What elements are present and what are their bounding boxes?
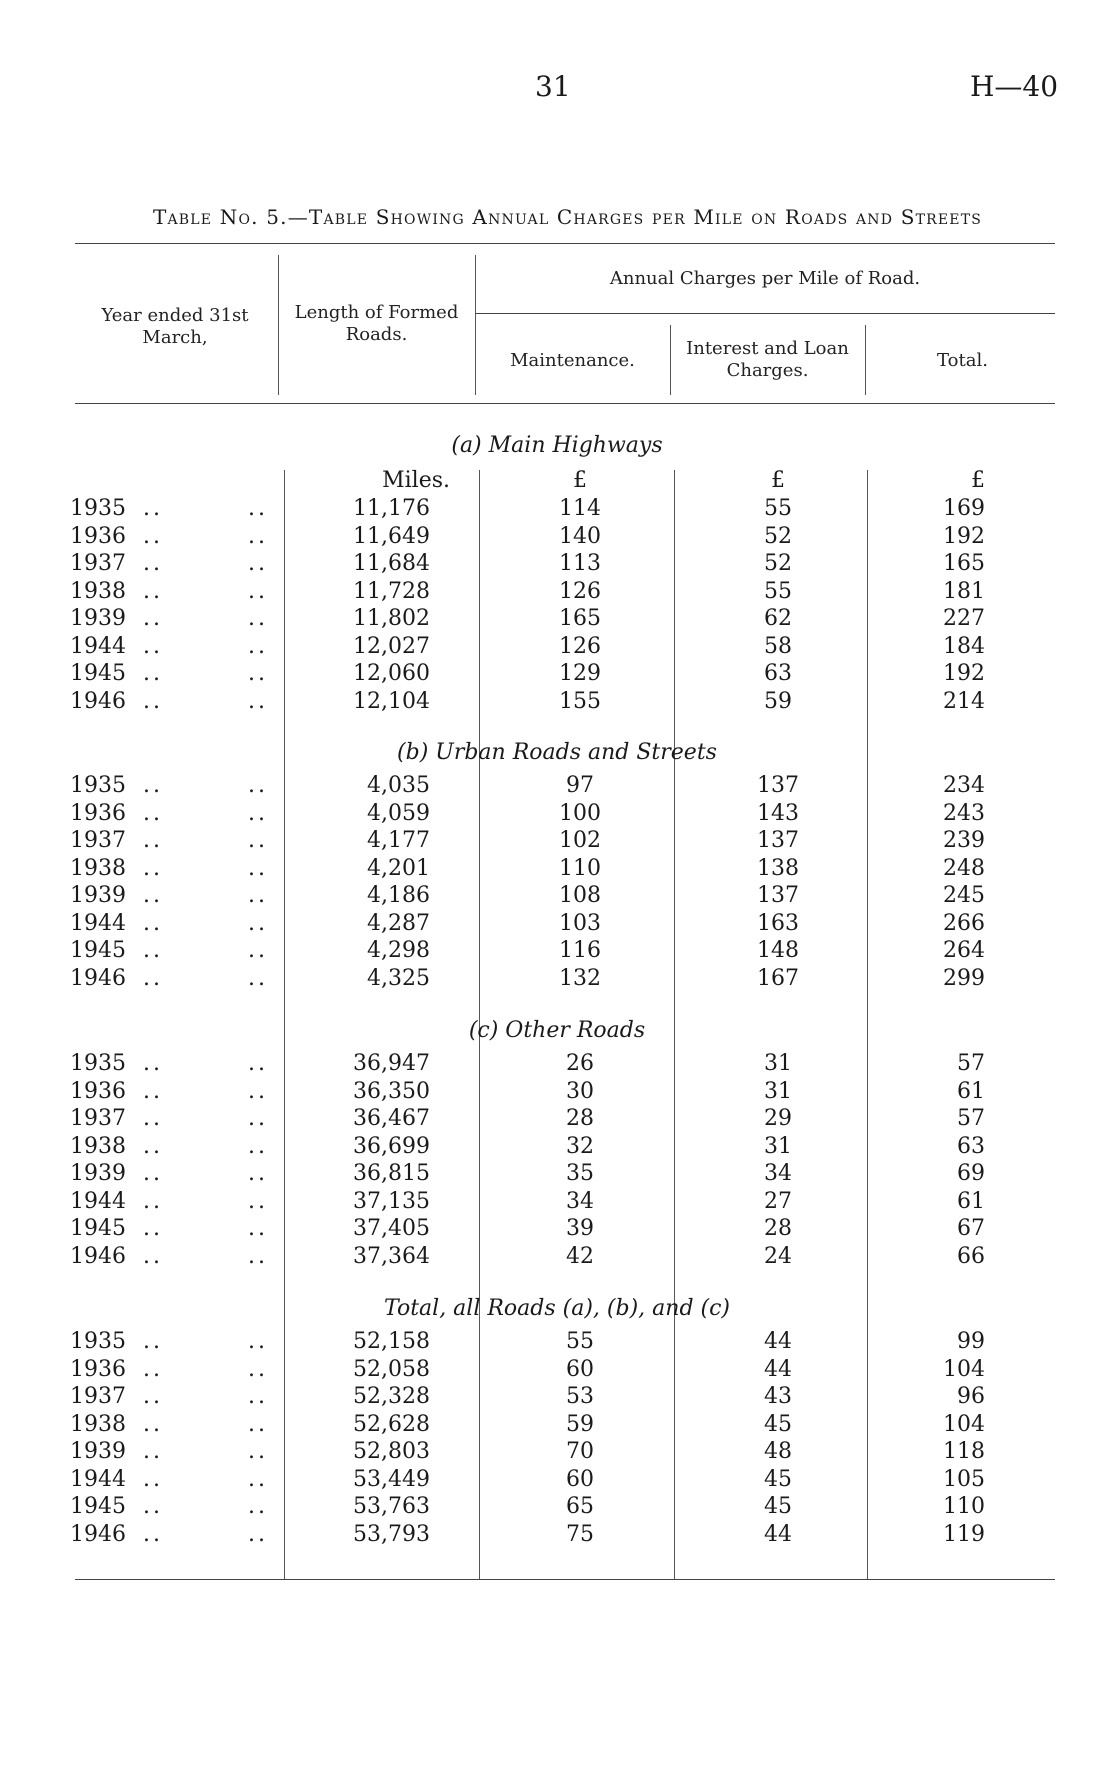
leader-dots: ..	[143, 688, 163, 714]
leader-dots: ..	[143, 1078, 163, 1104]
length-cell: 53,793	[353, 1521, 430, 1547]
maintenance-cell: 75	[566, 1521, 594, 1547]
year-cell: 1939	[70, 1161, 126, 1186]
header-length: Length of Formed Roads.	[294, 302, 459, 345]
year-cell: 1935	[70, 496, 126, 521]
year-cell: 1944	[70, 633, 126, 659]
year-cell: 1938	[70, 578, 126, 604]
year-cell: 1944	[70, 910, 126, 936]
table-row	[0, 1439, 1114, 1466]
length-cell: 4,177	[367, 828, 430, 853]
leader-dots: ..	[143, 855, 163, 881]
maintenance-cell: 165	[559, 606, 601, 631]
total-cell: 169	[943, 496, 985, 521]
leader-dots: ..	[248, 1188, 268, 1214]
interest-cell: 55	[764, 578, 792, 604]
leader-dots: ..	[143, 1133, 163, 1159]
page-number: 31	[535, 70, 571, 103]
total-cell: 57	[957, 1051, 985, 1076]
leader-dots: ..	[143, 1329, 163, 1354]
total-cell: 61	[957, 1078, 985, 1104]
total-cell: 239	[943, 828, 985, 853]
length-cell: 12,060	[353, 661, 430, 686]
length-cell: 36,947	[353, 1051, 430, 1076]
header-divider-1	[278, 255, 279, 395]
length-cell: 36,467	[353, 1106, 430, 1131]
leader-dots: ..	[248, 496, 268, 521]
table-row	[0, 801, 1114, 828]
leader-dots: ..	[143, 828, 163, 853]
leader-dots: ..	[248, 606, 268, 631]
interest-cell: 34	[764, 1161, 792, 1186]
section-title: (b) Urban Roads and Streets	[397, 740, 717, 765]
interest-cell: 45	[764, 1466, 792, 1492]
leader-dots: ..	[248, 773, 268, 798]
leader-dots: ..	[143, 1188, 163, 1214]
table-row	[0, 828, 1114, 855]
total-cell: 118	[943, 1439, 985, 1464]
header-annual-charges: Annual Charges per Mile of Road.	[609, 268, 921, 289]
table-row	[0, 883, 1114, 910]
maintenance-cell: 60	[566, 1466, 594, 1492]
year-cell: 1935	[70, 773, 126, 798]
leader-dots: ..	[143, 910, 163, 936]
interest-cell: 44	[764, 1356, 792, 1382]
total-cell: 119	[943, 1521, 985, 1547]
header-bottom-rule	[75, 403, 1055, 404]
interest-cell: 138	[757, 855, 799, 881]
year-cell: 1945	[70, 1494, 126, 1519]
length-cell: 12,104	[353, 688, 430, 714]
interest-cell: 48	[764, 1439, 792, 1464]
maintenance-cell: 110	[559, 855, 601, 881]
units-interest: £	[771, 468, 785, 493]
maintenance-cell: 116	[559, 938, 601, 963]
total-cell: 61	[957, 1188, 985, 1214]
year-cell: 1937	[70, 1384, 126, 1409]
length-cell: 36,350	[353, 1078, 430, 1104]
year-cell: 1944	[70, 1466, 126, 1492]
maintenance-cell: 114	[559, 496, 601, 521]
leader-dots: ..	[248, 551, 268, 576]
interest-cell: 58	[764, 633, 792, 659]
length-cell: 11,649	[353, 523, 430, 549]
leader-dots: ..	[143, 1161, 163, 1186]
interest-cell: 28	[764, 1216, 792, 1241]
maintenance-cell: 30	[566, 1078, 594, 1104]
leader-dots: ..	[143, 883, 163, 908]
table-row	[0, 1134, 1114, 1161]
header-divider-2	[475, 255, 476, 395]
year-cell: 1936	[70, 1078, 126, 1104]
table-row	[0, 496, 1114, 523]
interest-cell: 148	[757, 938, 799, 963]
leader-dots: ..	[248, 1051, 268, 1076]
leader-dots: ..	[143, 496, 163, 521]
total-cell: 214	[943, 688, 985, 714]
length-cell: 53,763	[353, 1494, 430, 1519]
leader-dots: ..	[248, 800, 268, 826]
leader-dots: ..	[248, 1216, 268, 1241]
length-cell: 52,058	[353, 1356, 430, 1382]
total-cell: 105	[943, 1466, 985, 1492]
header-divider-4	[865, 325, 866, 395]
maintenance-cell: 65	[566, 1494, 594, 1519]
leader-dots: ..	[248, 1411, 268, 1437]
length-cell: 52,803	[353, 1439, 430, 1464]
maintenance-cell: 102	[559, 828, 601, 853]
length-cell: 52,328	[353, 1384, 430, 1409]
total-cell: 234	[943, 773, 985, 798]
length-cell: 11,802	[353, 606, 430, 631]
maintenance-cell: 103	[559, 910, 601, 936]
year-cell: 1937	[70, 551, 126, 576]
table-row	[0, 966, 1114, 993]
header-divider-3	[670, 325, 671, 395]
interest-cell: 143	[757, 800, 799, 826]
header-year: Year ended 31st March,	[101, 305, 249, 348]
leader-dots: ..	[143, 551, 163, 576]
year-cell: 1936	[70, 523, 126, 549]
total-cell: 57	[957, 1106, 985, 1131]
total-cell: 165	[943, 551, 985, 576]
table-row	[0, 1189, 1114, 1216]
table-row	[0, 1106, 1114, 1133]
table-row	[0, 661, 1114, 688]
leader-dots: ..	[248, 661, 268, 686]
leader-dots: ..	[143, 523, 163, 549]
interest-cell: 44	[764, 1521, 792, 1547]
table-row	[0, 606, 1114, 633]
units-maintenance: £	[573, 468, 587, 493]
leader-dots: ..	[143, 1243, 163, 1269]
year-cell: 1935	[70, 1329, 126, 1354]
length-cell: 11,728	[353, 578, 430, 604]
maintenance-cell: 126	[559, 578, 601, 604]
total-cell: 104	[943, 1356, 985, 1382]
table-title: Table No. 5.—Table Showing Annual Charges per Mile on Roads and Streets	[152, 205, 983, 229]
leader-dots: ..	[143, 1466, 163, 1492]
year-cell: 1938	[70, 1133, 126, 1159]
length-cell: 4,325	[367, 965, 430, 991]
maintenance-cell: 39	[566, 1216, 594, 1241]
leader-dots: ..	[248, 523, 268, 549]
maintenance-cell: 140	[559, 523, 601, 549]
length-cell: 37,135	[353, 1188, 430, 1214]
length-cell: 37,405	[353, 1216, 430, 1241]
leader-dots: ..	[248, 1243, 268, 1269]
leader-dots: ..	[143, 965, 163, 991]
leader-dots: ..	[248, 938, 268, 963]
year-cell: 1945	[70, 938, 126, 963]
total-cell: 67	[957, 1216, 985, 1241]
interest-cell: 52	[764, 551, 792, 576]
total-cell: 184	[943, 633, 985, 659]
length-cell: 52,628	[353, 1411, 430, 1437]
maintenance-cell: 26	[566, 1051, 594, 1076]
year-cell: 1936	[70, 800, 126, 826]
maintenance-cell: 129	[559, 661, 601, 686]
year-cell: 1938	[70, 855, 126, 881]
leader-dots: ..	[248, 828, 268, 853]
maintenance-cell: 32	[566, 1133, 594, 1159]
leader-dots: ..	[143, 633, 163, 659]
year-cell: 1939	[70, 883, 126, 908]
leader-dots: ..	[248, 1329, 268, 1354]
leader-dots: ..	[248, 578, 268, 604]
maintenance-cell: 97	[566, 773, 594, 798]
units-total: £	[971, 468, 985, 493]
maintenance-cell: 60	[566, 1356, 594, 1382]
table-row	[0, 1412, 1114, 1439]
leader-dots: ..	[248, 633, 268, 659]
interest-cell: 137	[757, 883, 799, 908]
year-cell: 1945	[70, 661, 126, 686]
interest-cell: 43	[764, 1384, 792, 1409]
year-cell: 1946	[70, 688, 126, 714]
interest-cell: 59	[764, 688, 792, 714]
year-cell: 1938	[70, 1411, 126, 1437]
total-cell: 266	[943, 910, 985, 936]
year-cell: 1946	[70, 965, 126, 991]
total-cell: 248	[943, 855, 985, 881]
total-cell: 299	[943, 965, 985, 991]
leader-dots: ..	[143, 1051, 163, 1076]
year-cell: 1937	[70, 828, 126, 853]
leader-dots: ..	[248, 1133, 268, 1159]
leader-dots: ..	[248, 1356, 268, 1382]
leader-dots: ..	[143, 1216, 163, 1241]
maintenance-cell: 53	[566, 1384, 594, 1409]
leader-dots: ..	[248, 910, 268, 936]
leader-dots: ..	[248, 1439, 268, 1464]
interest-cell: 55	[764, 496, 792, 521]
interest-cell: 52	[764, 523, 792, 549]
maintenance-cell: 126	[559, 633, 601, 659]
maintenance-cell: 70	[566, 1439, 594, 1464]
interest-cell: 137	[757, 773, 799, 798]
maintenance-cell: 108	[559, 883, 601, 908]
year-cell: 1935	[70, 1051, 126, 1076]
length-cell: 36,815	[353, 1161, 430, 1186]
total-cell: 63	[957, 1133, 985, 1159]
table-row	[0, 1216, 1114, 1243]
length-cell: 52,158	[353, 1329, 430, 1354]
table-row	[0, 856, 1114, 883]
leader-dots: ..	[143, 1494, 163, 1519]
length-cell: 4,059	[367, 800, 430, 826]
leader-dots: ..	[248, 1521, 268, 1547]
leader-dots: ..	[143, 938, 163, 963]
year-cell: 1944	[70, 1188, 126, 1214]
units-length: Miles.	[382, 468, 450, 493]
table-bottom-rule	[75, 1579, 1055, 1580]
section-title: (c) Other Roads	[468, 1018, 646, 1043]
leader-dots: ..	[143, 606, 163, 631]
table-row	[0, 1161, 1114, 1188]
leader-dots: ..	[248, 965, 268, 991]
total-cell: 243	[943, 800, 985, 826]
length-cell: 4,186	[367, 883, 430, 908]
interest-cell: 29	[764, 1106, 792, 1131]
table-row	[0, 689, 1114, 716]
total-cell: 264	[943, 938, 985, 963]
interest-cell: 45	[764, 1411, 792, 1437]
leader-dots: ..	[143, 1411, 163, 1437]
table-row	[0, 1244, 1114, 1271]
leader-dots: ..	[143, 1384, 163, 1409]
length-cell: 11,176	[353, 496, 430, 521]
leader-dots: ..	[248, 688, 268, 714]
interest-cell: 45	[764, 1494, 792, 1519]
table-row	[0, 551, 1114, 578]
leader-dots: ..	[248, 1494, 268, 1519]
table-row	[0, 634, 1114, 661]
maintenance-cell: 100	[559, 800, 601, 826]
interest-cell: 163	[757, 910, 799, 936]
leader-dots: ..	[143, 800, 163, 826]
length-cell: 4,287	[367, 910, 430, 936]
header-top-rule	[75, 243, 1055, 244]
total-cell: 110	[943, 1494, 985, 1519]
leader-dots: ..	[248, 1466, 268, 1492]
maintenance-cell: 34	[566, 1188, 594, 1214]
maintenance-cell: 55	[566, 1329, 594, 1354]
year-cell: 1937	[70, 1106, 126, 1131]
leader-dots: ..	[143, 1439, 163, 1464]
table-row	[0, 938, 1114, 965]
total-cell: 245	[943, 883, 985, 908]
interest-cell: 31	[764, 1133, 792, 1159]
total-cell: 192	[943, 661, 985, 686]
interest-cell: 31	[764, 1078, 792, 1104]
leader-dots: ..	[143, 1106, 163, 1131]
section-title: Total, all Roads (a), (b), and (c)	[383, 1296, 731, 1321]
table-row	[0, 1357, 1114, 1384]
total-cell: 192	[943, 523, 985, 549]
page-reference: H—40	[970, 70, 1059, 103]
interest-cell: 31	[764, 1051, 792, 1076]
table-row	[0, 1494, 1114, 1521]
length-cell: 36,699	[353, 1133, 430, 1159]
leader-dots: ..	[248, 1161, 268, 1186]
table-row	[0, 1079, 1114, 1106]
year-cell: 1946	[70, 1243, 126, 1269]
maintenance-cell: 113	[559, 551, 601, 576]
table-row	[0, 1329, 1114, 1356]
maintenance-cell: 59	[566, 1411, 594, 1437]
year-cell: 1946	[70, 1521, 126, 1547]
interest-cell: 27	[764, 1188, 792, 1214]
header-maintenance: Maintenance.	[510, 350, 635, 371]
maintenance-cell: 35	[566, 1161, 594, 1186]
header-mid-rule	[475, 313, 1055, 314]
total-cell: 104	[943, 1411, 985, 1437]
table-row	[0, 1467, 1114, 1494]
total-cell: 96	[957, 1384, 985, 1409]
year-cell: 1936	[70, 1356, 126, 1382]
length-cell: 4,201	[367, 855, 430, 881]
section-title: (a) Main Highways	[451, 433, 663, 458]
total-cell: 181	[943, 578, 985, 604]
length-cell: 4,035	[367, 773, 430, 798]
leader-dots: ..	[248, 1384, 268, 1409]
total-cell: 227	[943, 606, 985, 631]
table-row	[0, 524, 1114, 551]
leader-dots: ..	[248, 1106, 268, 1131]
maintenance-cell: 28	[566, 1106, 594, 1131]
leader-dots: ..	[143, 661, 163, 686]
leader-dots: ..	[143, 1356, 163, 1382]
total-cell: 69	[957, 1161, 985, 1186]
leader-dots: ..	[143, 773, 163, 798]
leader-dots: ..	[143, 578, 163, 604]
length-cell: 53,449	[353, 1466, 430, 1492]
year-cell: 1945	[70, 1216, 126, 1241]
maintenance-cell: 132	[559, 965, 601, 991]
table-row	[0, 1522, 1114, 1549]
length-cell: 37,364	[353, 1243, 430, 1269]
interest-cell: 63	[764, 661, 792, 686]
total-cell: 99	[957, 1329, 985, 1354]
table-row	[0, 911, 1114, 938]
interest-cell: 167	[757, 965, 799, 991]
leader-dots: ..	[248, 1078, 268, 1104]
table-row	[0, 773, 1114, 800]
interest-cell: 137	[757, 828, 799, 853]
length-cell: 11,684	[353, 551, 430, 576]
length-cell: 4,298	[367, 938, 430, 963]
table-row	[0, 579, 1114, 606]
table-row	[0, 1051, 1114, 1078]
header-interest: Interest and Loan Charges.	[686, 338, 849, 381]
total-cell: 66	[957, 1243, 985, 1269]
interest-cell: 44	[764, 1329, 792, 1354]
length-cell: 12,027	[353, 633, 430, 659]
maintenance-cell: 42	[566, 1243, 594, 1269]
year-cell: 1939	[70, 606, 126, 631]
header-total: Total.	[937, 350, 988, 371]
leader-dots: ..	[248, 883, 268, 908]
maintenance-cell: 155	[559, 688, 601, 714]
table-row	[0, 1384, 1114, 1411]
leader-dots: ..	[248, 855, 268, 881]
leader-dots: ..	[143, 1521, 163, 1547]
interest-cell: 24	[764, 1243, 792, 1269]
interest-cell: 62	[764, 606, 792, 631]
year-cell: 1939	[70, 1439, 126, 1464]
